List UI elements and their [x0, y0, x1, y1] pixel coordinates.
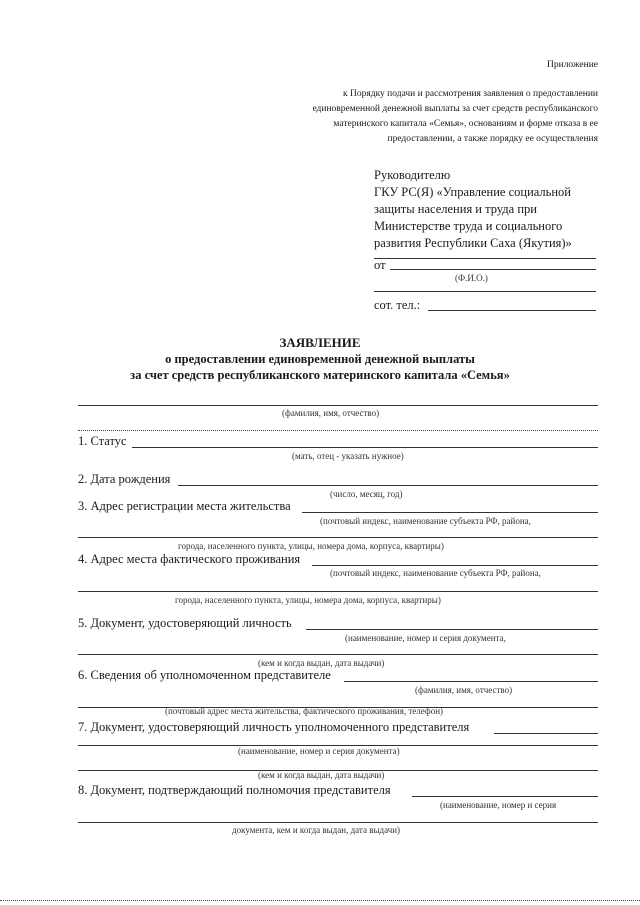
addressee-line: развития Республики Саха (Якутия)»	[374, 236, 572, 250]
reg-address-input-line[interactable]	[302, 512, 598, 513]
addressee-block	[374, 167, 572, 252]
actual-address-input-line[interactable]	[312, 565, 598, 566]
status-input-line[interactable]	[132, 447, 598, 448]
addressee-line: защиты населения и труда при	[374, 202, 537, 216]
id-document-hint-2: (кем и когда выдан, дата выдачи)	[258, 658, 385, 668]
fullname-extra-line[interactable]	[78, 430, 598, 431]
representative-hint-2: (почтовый адрес места жительства, фактического проживания, телефон)	[165, 706, 444, 716]
phone-label: сот. тел.:	[374, 298, 421, 312]
addressee-line: Руководителю	[374, 168, 451, 182]
document-subtitle-1: о предоставлении единовременной денежной выплаты	[165, 352, 475, 366]
phone-input-line[interactable]	[428, 310, 596, 311]
rep-id-input-line[interactable]	[494, 733, 598, 734]
reg-address-hint-1: (почтовый индекс, наименование субъекта РФ, района,	[320, 516, 531, 526]
id-document-input-line[interactable]	[306, 629, 598, 630]
order-line: единовременной денежной выплаты за счет средств республиканского	[312, 104, 598, 114]
authority-doc-input-line[interactable]	[412, 796, 598, 797]
order-line: материнского капитала «Семья», основаниям и форме отказа в ее	[333, 119, 598, 129]
addressee-blank-line[interactable]	[374, 258, 596, 259]
id-document-input-line-2[interactable]	[78, 654, 598, 655]
from-input-line[interactable]	[390, 269, 596, 270]
addressee-line: ГКУ РС(Я) «Управление социальной	[374, 185, 571, 199]
fullname-input-line[interactable]	[78, 405, 598, 406]
authority-doc-input-line-2[interactable]	[78, 822, 598, 823]
from-label: от	[374, 258, 386, 272]
actual-address-label: 4. Адрес места фактического проживания	[78, 552, 301, 566]
actual-address-hint-1: (почтовый индекс, наименование субъекта РФ, района,	[330, 568, 541, 578]
document-title: ЗАЯВЛЕНИЕ	[279, 335, 361, 350]
reg-address-hint-2: города, населенного пункта, улицы, номера дома, корпуса, квартиры)	[178, 541, 444, 551]
fullname-hint: (фамилия, имя, отчество)	[282, 408, 380, 418]
scan-edge	[0, 900, 640, 901]
status-label: 1. Статус	[78, 434, 127, 448]
reg-address-input-line-2[interactable]	[78, 537, 598, 538]
addressee-line: Министерстве труда и социального	[374, 219, 563, 233]
representative-label: 6. Сведения об уполномоченном представителе	[78, 668, 331, 682]
representative-hint-1: (фамилия, имя, отчество)	[415, 685, 513, 695]
id-document-hint-1: (наименование, номер и серия документа,	[345, 633, 506, 643]
document-subtitle-2: за счет средств республиканского материнского капитала «Семья»	[130, 368, 510, 382]
birthdate-input-line[interactable]	[178, 485, 598, 486]
actual-address-input-line-2[interactable]	[78, 591, 598, 592]
birthdate-hint: (число, месяц, год)	[330, 489, 403, 499]
rep-id-label: 7. Документ, удостоверяющий личность уполномоченного представителя	[78, 720, 470, 734]
rep-id-hint-1: (наименование, номер и серия документа)	[238, 746, 400, 756]
representative-input-line[interactable]	[344, 681, 598, 682]
reg-address-label: 3. Адрес регистрации места жительства	[78, 499, 291, 513]
order-line: предоставлении, а также порядку ее осуществления	[387, 134, 598, 144]
status-hint: (мать, отец - указать нужное)	[292, 451, 404, 461]
id-document-label: 5. Документ, удостоверяющий личность	[78, 616, 292, 630]
appendix-label: Приложение	[547, 60, 598, 70]
authority-doc-label: 8. Документ, подтверждающий полномочия представителя	[78, 783, 391, 797]
rep-id-hint-2: (кем и когда выдан, дата выдачи)	[258, 770, 385, 780]
addressee-blank-line-2[interactable]	[374, 291, 596, 292]
actual-address-hint-2: города, населенного пункта, улицы, номера дома, корпуса, квартиры)	[175, 595, 441, 605]
authority-doc-hint-1: (наименование, номер и серия	[440, 800, 557, 810]
authority-doc-hint-2: документа, кем и когда выдан, дата выдачи)	[232, 825, 401, 835]
fio-hint: (Ф.И.О.)	[455, 273, 488, 283]
order-line: к Порядку подачи и рассмотрения заявления о предоставлении	[343, 89, 598, 99]
order-reference	[312, 87, 598, 147]
birthdate-label: 2. Дата рождения	[78, 472, 171, 486]
